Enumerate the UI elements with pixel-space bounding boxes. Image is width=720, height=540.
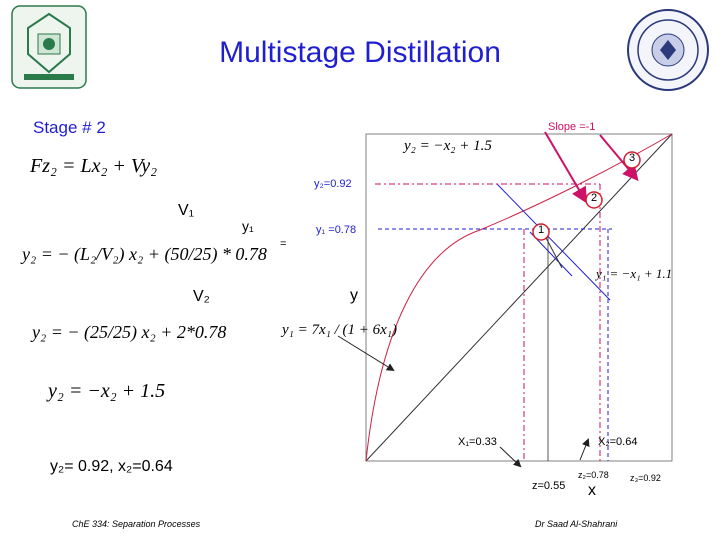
slope-arrow [545, 132, 585, 200]
result-text: y₂= 0.92, x₂=0.64 [50, 458, 173, 475]
operating-line-numeric-equation: y₂ = − (25/25) x₂ + 2*0.78 [32, 322, 227, 342]
operating-line-final-equation: y₂ = −x₂ + 1.5 [48, 380, 166, 402]
equals-sign: = [280, 238, 287, 250]
material-balance-equation: Fz₂ = Lx₂ + Vy₂ [30, 155, 158, 177]
y2-value-label: y₂=0.92 [314, 178, 352, 190]
slope-label: Slope =-1 [548, 121, 596, 133]
v2-label: V₂ [193, 288, 210, 305]
equilibrium-equation: y₁ = 7x₁ / (1 + 6x₁) [282, 322, 398, 338]
course-footer: ChE 334: Separation Processes [72, 519, 201, 529]
stage-step-line [545, 236, 562, 268]
v1-label: V₁ [178, 202, 195, 219]
y1-value-label: y₁ =0.78 [316, 224, 357, 236]
diagonal-line [366, 134, 672, 461]
z-arrow [580, 440, 588, 460]
x-axis-label: x [588, 482, 596, 499]
x1-value-label: X₁=0.33 [458, 436, 497, 448]
y1-side-label: y₁ [242, 218, 254, 234]
stage3-number: 3 [629, 152, 636, 164]
z3-value-label: z₃=0.92 [630, 473, 661, 483]
stage-label: Stage # 2 [33, 118, 106, 137]
x1-arrow [500, 447, 520, 466]
stage2-number: 2 [591, 192, 598, 204]
x2-value-label: X₂=0.64 [598, 436, 638, 448]
slide-title: Multistage Distillation [219, 36, 501, 69]
operating-line-general-equation: y₂ = − (L₂/V₂) x₂ + (50/25) * 0.78 [22, 244, 267, 264]
stage1-number: 1 [538, 224, 545, 236]
slope-line-equation: y₂ = −x₂ + 1.5 [404, 138, 492, 154]
y-axis-label: y [350, 287, 358, 304]
author-footer: Dr Saad Al-Shahrani [535, 519, 618, 529]
z-value-label: z=0.55 [532, 480, 566, 492]
stage1-line-equation: y₁ = −x₁ + 1.1 [596, 266, 673, 281]
z2-value-label: z₂=0.78 [578, 470, 609, 480]
